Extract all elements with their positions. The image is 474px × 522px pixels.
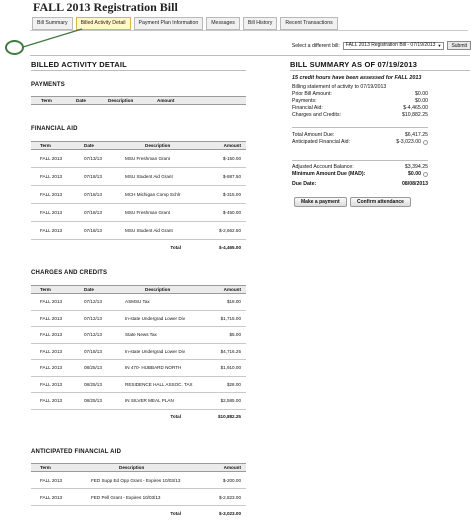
total-row	[31, 410, 246, 424]
table-cell: 07/12/13	[84, 315, 102, 321]
table-cell: FALL 2013	[40, 210, 63, 215]
table-cell: $-315.00	[222, 192, 241, 197]
column-header-term: Term	[40, 287, 51, 292]
table-cell: IN 470- HUBBARD NORTH	[125, 365, 182, 371]
summary-label: Payments:	[292, 98, 317, 104]
summary-line-adjusted-balance	[292, 164, 428, 170]
summary-line-charges	[292, 112, 428, 118]
table-cell: FALL 2013	[40, 398, 63, 404]
summary-value: $-3,023.00	[396, 139, 421, 145]
table-cell: FALL 2013	[40, 494, 63, 500]
table-cell: FED Pell Grant - Expires 10/03/13	[91, 494, 161, 500]
payments-title: PAYMENTS	[31, 82, 65, 88]
table-row	[31, 360, 246, 377]
summary-value: $6,417.25	[404, 132, 428, 138]
summary-label: Total Amount Due:	[292, 132, 335, 138]
anticipated-aid-table	[31, 463, 246, 520]
table-cell: FALL 2013	[40, 228, 63, 233]
table-cell: FALL 2013	[40, 332, 63, 338]
table-cell: 07/13/13	[84, 156, 102, 161]
table-cell: FALL 2013	[40, 477, 63, 483]
column-header-date: Date	[76, 98, 86, 103]
table-cell: $2,585.00	[220, 398, 241, 404]
table-cell: In-state Undergrad Lower Div	[125, 315, 186, 321]
summary-value: $0.00	[415, 91, 428, 97]
table-header	[31, 141, 246, 150]
table-cell: 08/25/13	[84, 365, 102, 371]
table-cell: $1,715.00	[220, 315, 241, 321]
table-cell: 07/18/13	[84, 174, 102, 179]
confirm-attendance-button[interactable]: Confirm attendance	[350, 197, 411, 207]
table-header	[31, 285, 246, 294]
table-row	[31, 327, 246, 344]
summary-underline	[290, 70, 470, 71]
summary-line-financial-aid	[292, 105, 428, 111]
table-cell: $-450.00	[222, 210, 241, 215]
chevron-down-icon: ▼	[437, 43, 442, 48]
table-row	[31, 489, 246, 506]
table-cell: ASMSU Tax	[125, 299, 150, 305]
table-cell: 07/12/13	[84, 299, 102, 305]
table-cell: RESIDENCE HALL ASSOC. TAX	[125, 381, 193, 387]
column-header-term: Term	[40, 465, 51, 470]
table-cell: State News Tax	[125, 332, 157, 338]
payments-table	[31, 96, 246, 105]
summary-line-due-date	[292, 181, 428, 187]
table-cell: FALL 2013	[40, 299, 63, 305]
summary-value: $3,394.25	[404, 164, 428, 170]
table-cell: $4,716.25	[220, 348, 241, 354]
table-cell: $-150.00	[222, 156, 241, 161]
table-cell: $-2,662.50	[219, 228, 241, 233]
table-cell: FED Supp Ed Opp Grant - Expires 10/03/13	[91, 477, 181, 483]
table-header	[31, 463, 246, 472]
tab-bill-summary[interactable]: Bill Summary	[32, 17, 73, 30]
table-row	[31, 150, 246, 168]
column-header-description: Description	[119, 465, 145, 470]
statement-line	[292, 84, 428, 90]
tab-bill-history[interactable]: Bill History	[243, 17, 278, 30]
table-cell: $1,910.00	[220, 365, 241, 371]
table-body	[31, 294, 246, 410]
table-cell: 07/12/13	[84, 332, 102, 338]
table-row	[31, 222, 246, 240]
table-row	[31, 377, 246, 394]
column-header-description: Description	[145, 143, 171, 148]
total-value: $10,882.25	[218, 414, 241, 419]
table-row	[31, 204, 246, 222]
summary-value: $10,882.25	[402, 112, 428, 118]
title-underline	[31, 70, 246, 71]
table-cell: 08/25/13	[84, 381, 102, 387]
table-row	[31, 472, 246, 489]
table-row	[31, 393, 246, 410]
column-header-date: Date	[84, 287, 94, 292]
total-label: Total	[170, 414, 181, 419]
bill-selector-label: Select a different bill:	[291, 42, 340, 49]
tab-bar	[32, 17, 338, 30]
table-row	[31, 311, 246, 328]
table-row	[31, 186, 246, 204]
anticipated-aid-title: ANTICIPATED FINANCIAL AID	[31, 449, 122, 455]
summary-label: Anticipated Financial Aid:	[292, 139, 350, 145]
table-body	[31, 472, 246, 506]
charges-title: CHARGES AND CREDITS	[31, 270, 108, 276]
table-cell: $28.00	[226, 381, 241, 387]
table-cell: FALL 2013	[40, 348, 63, 354]
summary-line-anticipated-aid	[292, 139, 428, 145]
column-header-amount: Amount	[223, 465, 241, 470]
tab-billed-activity-detail[interactable]: Billed Activity Detail	[76, 17, 131, 30]
table-cell: $5.00	[229, 332, 241, 338]
column-header-amount: Amount	[157, 98, 175, 103]
column-header-amount: Amount	[223, 143, 241, 148]
table-cell: MSU Student Aid Grant	[125, 174, 173, 179]
summary-divider	[292, 160, 428, 161]
summary-label: Due Date:	[292, 181, 317, 187]
summary-label: Charges and Credits:	[292, 112, 342, 118]
summary-line-prior-bill	[292, 91, 428, 97]
submit-button[interactable]: Submit	[447, 41, 471, 50]
detail-title: BILLED ACTIVITY DETAIL	[31, 60, 127, 69]
summary-value: 08/08/2013	[402, 181, 428, 187]
table-cell: 07/18/13	[84, 192, 102, 197]
table-cell: $-2,823.00	[219, 494, 241, 500]
column-header-date: Date	[84, 143, 94, 148]
info-icon[interactable]	[423, 140, 428, 145]
section-divider	[30, 55, 470, 56]
column-header-amount: Amount	[223, 287, 241, 292]
table-row	[31, 344, 246, 361]
bill-selector	[292, 41, 471, 50]
summary-label: Minimum Amount Due (MAD):	[292, 171, 366, 177]
table-cell: $-200.00	[222, 477, 241, 483]
info-icon[interactable]	[423, 172, 428, 177]
financial-aid-table	[31, 141, 246, 254]
make-payment-button[interactable]: Make a payment	[294, 197, 347, 207]
table-cell: $18.00	[226, 299, 241, 305]
credit-hours-note: 15 credit hours have been assessed for FALL 2013	[292, 75, 422, 81]
table-cell: MSU Freshman Grant	[125, 156, 170, 161]
table-row	[31, 168, 246, 186]
financial-aid-title: FINANCIAL AID	[31, 126, 78, 132]
statement-label: Billing statement of activity to 07/19/2013	[292, 84, 387, 90]
table-cell: In-state Undergrad Lower Div	[125, 348, 186, 354]
total-value: $-4,465.00	[219, 244, 241, 250]
summary-divider	[292, 127, 428, 128]
tab-payment-plan-information[interactable]: Payment Plan Information	[134, 17, 204, 30]
table-cell: MCH Michigan Comp Schlr	[125, 192, 181, 197]
table-cell: FALL 2013	[40, 365, 63, 371]
column-header-description: Description	[145, 287, 171, 292]
table-cell: FALL 2013	[40, 315, 63, 321]
tab-divider	[30, 30, 468, 31]
tab-recent-transactions[interactable]: Recent Transactions	[280, 17, 337, 30]
table-cell: FALL 2013	[40, 192, 63, 197]
total-value: $-3,023.00	[219, 510, 241, 516]
summary-title: BILL SUMMARY AS OF 07/19/2013	[290, 60, 418, 69]
summary-label: Adjusted Account Balance:	[292, 164, 354, 170]
tab-messages[interactable]: Messages	[206, 17, 240, 30]
table-cell: FALL 2013	[40, 156, 63, 161]
table-cell: IN SILVER MEAL PLAN	[125, 398, 174, 404]
summary-value: $-4,465.00	[403, 105, 428, 111]
bill-select-dropdown[interactable]	[343, 42, 445, 50]
summary-label: Prior Bill Amount:	[292, 91, 332, 97]
total-row	[31, 506, 246, 520]
total-label: Total	[170, 244, 181, 250]
table-header	[31, 96, 246, 105]
summary-label: Financial Aid:	[292, 105, 323, 111]
charges-table	[31, 285, 246, 424]
table-cell: FALL 2013	[40, 381, 63, 387]
summary-line-mad	[292, 171, 428, 177]
column-header-term: Term	[40, 143, 51, 148]
column-header-term: Term	[41, 98, 52, 103]
total-row	[31, 240, 246, 254]
column-header-description: Description	[108, 98, 134, 103]
summary-value: $0.00	[415, 98, 428, 104]
bill-select-value: FALL 2013 Registration Bill - 07/19/2013	[345, 42, 436, 48]
annotation-circle	[5, 40, 24, 55]
table-row	[31, 294, 246, 311]
table-cell: $-887.50	[222, 174, 241, 179]
table-cell: 07/18/13	[84, 210, 102, 215]
total-label: Total	[170, 510, 181, 516]
summary-line-total-due	[292, 132, 428, 138]
table-cell: 07/18/13	[84, 348, 102, 354]
table-cell: 08/25/13	[84, 398, 102, 404]
summary-line-payments	[292, 98, 428, 104]
table-cell: FALL 2013	[40, 174, 63, 179]
table-cell: MSU Freshman Grant	[125, 210, 170, 215]
table-cell: MSU Student Aid Grant	[125, 228, 173, 233]
page-title: FALL 2013 Registration Bill	[33, 0, 178, 14]
table-cell: 07/18/13	[84, 228, 102, 233]
table-body	[31, 150, 246, 240]
summary-value: $0.00	[408, 171, 421, 177]
